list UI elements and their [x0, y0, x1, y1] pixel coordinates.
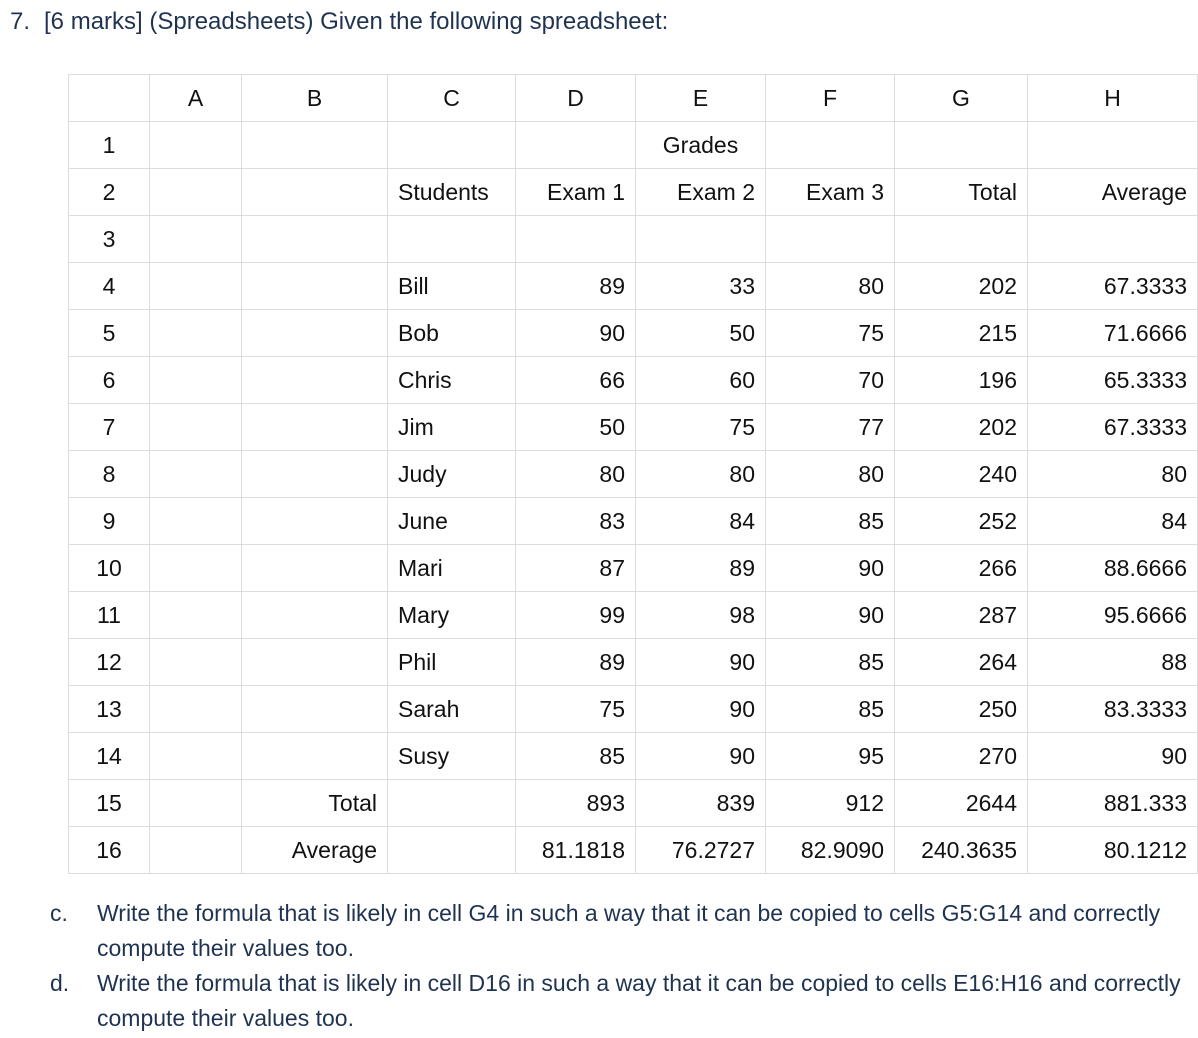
cell-e9: 84 [636, 498, 766, 545]
spreadsheet-table [68, 74, 1198, 874]
cell-f6: 70 [766, 357, 895, 404]
cell-c11: Mary [388, 592, 516, 639]
cell-d6: 66 [516, 357, 636, 404]
cell-a6 [150, 357, 242, 404]
cell-f4: 80 [766, 263, 895, 310]
cell-c10: Mari [388, 545, 516, 592]
cell-b8 [242, 451, 388, 498]
cell-a9 [150, 498, 242, 545]
cell-f5: 75 [766, 310, 895, 357]
cell-b5 [242, 310, 388, 357]
cell-a11 [150, 592, 242, 639]
cell-a10 [150, 545, 242, 592]
row-header: 12 [69, 639, 150, 686]
cell-c1 [388, 122, 516, 169]
cell-h12: 88 [1028, 639, 1198, 686]
cell-a7 [150, 404, 242, 451]
table-row [69, 404, 1198, 451]
column-header-f: F [766, 75, 895, 122]
cell-e15: 839 [636, 780, 766, 827]
cell-d14: 85 [516, 733, 636, 780]
cell-f3 [766, 216, 895, 263]
question-header [10, 8, 668, 36]
column-header-row [69, 75, 1198, 122]
cell-a4 [150, 263, 242, 310]
column-header-h: H [1028, 75, 1198, 122]
cell-g1 [895, 122, 1028, 169]
cell-c8: Judy [388, 451, 516, 498]
cell-f8: 80 [766, 451, 895, 498]
row-header: 9 [69, 498, 150, 545]
table-row [69, 357, 1198, 404]
cell-e11: 98 [636, 592, 766, 639]
row-header: 3 [69, 216, 150, 263]
table-row [69, 686, 1198, 733]
cell-g15: 2644 [895, 780, 1028, 827]
cell-e3 [636, 216, 766, 263]
cell-b16: Average [242, 827, 388, 874]
table-row [69, 216, 1198, 263]
cell-b12 [242, 639, 388, 686]
table-row [69, 733, 1198, 780]
cell-e8: 80 [636, 451, 766, 498]
subquestion-text: Write the formula that is likely in cell G4 in such a way that it can be copied to cells G5:G14 and correctly compute their values too. [97, 900, 1161, 961]
cell-f11: 90 [766, 592, 895, 639]
subquestion-item [50, 966, 1190, 1036]
cell-g7: 202 [895, 404, 1028, 451]
cell-f12: 85 [766, 639, 895, 686]
cell-a3 [150, 216, 242, 263]
cell-b4 [242, 263, 388, 310]
cell-a14 [150, 733, 242, 780]
cell-d13: 75 [516, 686, 636, 733]
cell-g14: 270 [895, 733, 1028, 780]
table-row [69, 592, 1198, 639]
subquestion-letter: d. [50, 970, 70, 996]
cell-g3 [895, 216, 1028, 263]
cell-f13: 85 [766, 686, 895, 733]
cell-a16 [150, 827, 242, 874]
cell-g13: 250 [895, 686, 1028, 733]
cell-b7 [242, 404, 388, 451]
cell-h14: 90 [1028, 733, 1198, 780]
row-header: 13 [69, 686, 150, 733]
cell-d9: 83 [516, 498, 636, 545]
cell-e7: 75 [636, 404, 766, 451]
cell-a1 [150, 122, 242, 169]
cell-g12: 264 [895, 639, 1028, 686]
cell-h2: Average [1028, 169, 1198, 216]
cell-f7: 77 [766, 404, 895, 451]
column-header-a: A [150, 75, 242, 122]
subquestion-text: Write the formula that is likely in cell D16 in such a way that it can be copied to cells E16:H16 and correctly compute their values too. [97, 970, 1181, 1031]
cell-b6 [242, 357, 388, 404]
cell-g16: 240.3635 [895, 827, 1028, 874]
row-header: 10 [69, 545, 150, 592]
cell-h3 [1028, 216, 1198, 263]
cell-c14: Susy [388, 733, 516, 780]
cell-d3 [516, 216, 636, 263]
cell-b15: Total [242, 780, 388, 827]
cell-b3 [242, 216, 388, 263]
subquestion-list [50, 896, 1190, 1036]
cell-d7: 50 [516, 404, 636, 451]
cell-h7: 67.3333 [1028, 404, 1198, 451]
question-number: 7. [10, 8, 31, 35]
cell-b11 [242, 592, 388, 639]
row-header: 6 [69, 357, 150, 404]
column-header-g: G [895, 75, 1028, 122]
cell-c9: June [388, 498, 516, 545]
table-row [69, 545, 1198, 592]
table-row [69, 827, 1198, 874]
cell-c6: Chris [388, 357, 516, 404]
cell-b1 [242, 122, 388, 169]
cell-e10: 89 [636, 545, 766, 592]
row-header: 11 [69, 592, 150, 639]
table-row [69, 263, 1198, 310]
cell-c12: Phil [388, 639, 516, 686]
cell-e16: 76.2727 [636, 827, 766, 874]
cell-f14: 95 [766, 733, 895, 780]
cell-e5: 50 [636, 310, 766, 357]
cell-h15: 881.333 [1028, 780, 1198, 827]
cell-e6: 60 [636, 357, 766, 404]
cell-c5: Bob [388, 310, 516, 357]
cell-e1: Grades [636, 122, 766, 169]
subquestion-letter: c. [50, 900, 68, 926]
cell-f16: 82.9090 [766, 827, 895, 874]
cell-c15 [388, 780, 516, 827]
cell-a15 [150, 780, 242, 827]
cell-d12: 89 [516, 639, 636, 686]
cell-b10 [242, 545, 388, 592]
cell-c16 [388, 827, 516, 874]
cell-g11: 287 [895, 592, 1028, 639]
table-row [69, 639, 1198, 686]
cell-d4: 89 [516, 263, 636, 310]
cell-f1 [766, 122, 895, 169]
table-row [69, 310, 1198, 357]
row-header: 5 [69, 310, 150, 357]
cell-h9: 84 [1028, 498, 1198, 545]
cell-f9: 85 [766, 498, 895, 545]
table-row [69, 498, 1198, 545]
cell-h10: 88.6666 [1028, 545, 1198, 592]
cell-h13: 83.3333 [1028, 686, 1198, 733]
cell-d11: 99 [516, 592, 636, 639]
cell-h1 [1028, 122, 1198, 169]
cell-e2: Exam 2 [636, 169, 766, 216]
cell-g8: 240 [895, 451, 1028, 498]
table-row [69, 122, 1198, 169]
cell-a2 [150, 169, 242, 216]
cell-h8: 80 [1028, 451, 1198, 498]
row-header: 7 [69, 404, 150, 451]
cell-d2: Exam 1 [516, 169, 636, 216]
cell-h5: 71.6666 [1028, 310, 1198, 357]
cell-g9: 252 [895, 498, 1028, 545]
cell-e4: 33 [636, 263, 766, 310]
row-header: 16 [69, 827, 150, 874]
row-header: 2 [69, 169, 150, 216]
column-header-c: C [388, 75, 516, 122]
cell-g5: 215 [895, 310, 1028, 357]
cell-h6: 65.3333 [1028, 357, 1198, 404]
cell-a5 [150, 310, 242, 357]
cell-f2: Exam 3 [766, 169, 895, 216]
table-row [69, 451, 1198, 498]
row-header: 4 [69, 263, 150, 310]
cell-b14 [242, 733, 388, 780]
cell-a13 [150, 686, 242, 733]
cell-f10: 90 [766, 545, 895, 592]
cell-c2: Students [388, 169, 516, 216]
cell-c3 [388, 216, 516, 263]
cell-b9 [242, 498, 388, 545]
row-header: 15 [69, 780, 150, 827]
cell-h16: 80.1212 [1028, 827, 1198, 874]
row-header: 8 [69, 451, 150, 498]
column-header-b: B [242, 75, 388, 122]
cell-d10: 87 [516, 545, 636, 592]
cell-g10: 266 [895, 545, 1028, 592]
cell-h4: 67.3333 [1028, 263, 1198, 310]
row-header: 1 [69, 122, 150, 169]
column-header-d: D [516, 75, 636, 122]
cell-c4: Bill [388, 263, 516, 310]
cell-d1 [516, 122, 636, 169]
question-text: [6 marks] (Spreadsheets) Given the following spreadsheet: [44, 8, 669, 35]
corner-cell [69, 75, 150, 122]
cell-g2: Total [895, 169, 1028, 216]
cell-d8: 80 [516, 451, 636, 498]
row-header: 14 [69, 733, 150, 780]
cell-b13 [242, 686, 388, 733]
cell-b2 [242, 169, 388, 216]
cell-g4: 202 [895, 263, 1028, 310]
cell-d5: 90 [516, 310, 636, 357]
cell-d16: 81.1818 [516, 827, 636, 874]
table-row [69, 169, 1198, 216]
cell-a12 [150, 639, 242, 686]
column-header-e: E [636, 75, 766, 122]
cell-f15: 912 [766, 780, 895, 827]
cell-c13: Sarah [388, 686, 516, 733]
cell-e12: 90 [636, 639, 766, 686]
cell-g6: 196 [895, 357, 1028, 404]
table-row [69, 780, 1198, 827]
cell-d15: 893 [516, 780, 636, 827]
cell-h11: 95.6666 [1028, 592, 1198, 639]
cell-c7: Jim [388, 404, 516, 451]
cell-e14: 90 [636, 733, 766, 780]
cell-e13: 90 [636, 686, 766, 733]
cell-a8 [150, 451, 242, 498]
subquestion-item [50, 896, 1190, 966]
